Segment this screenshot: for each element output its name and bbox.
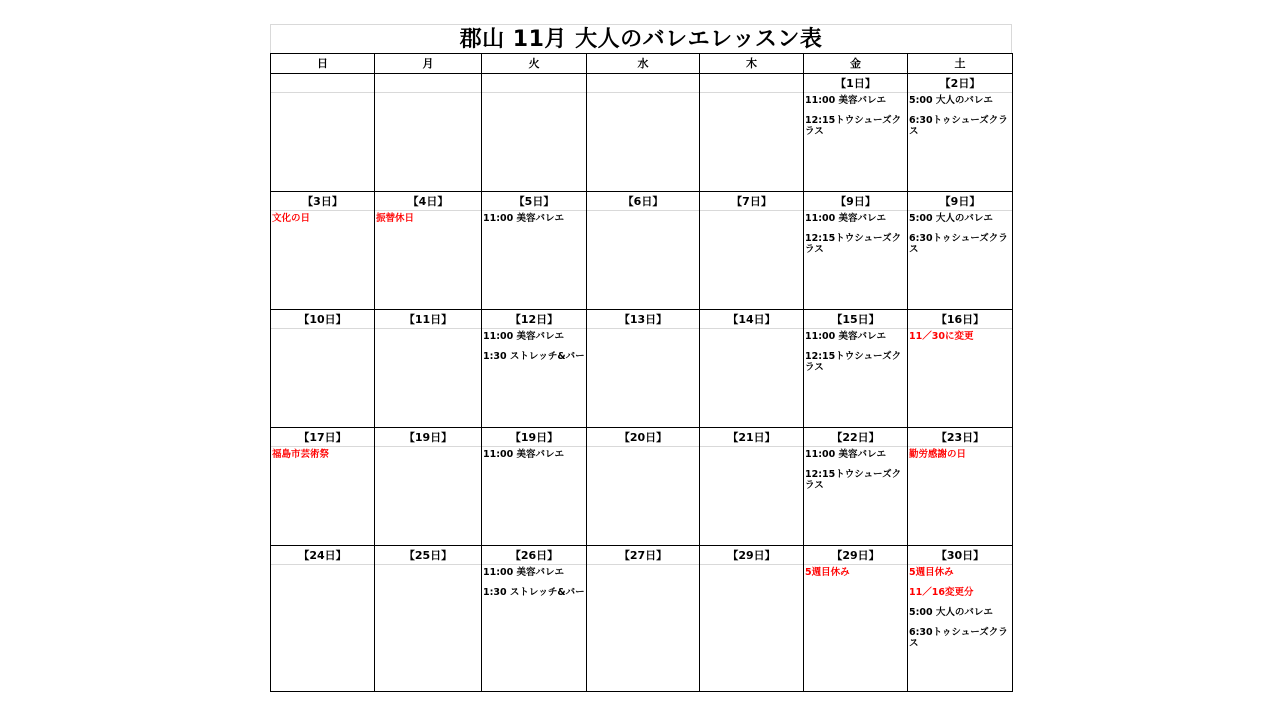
date-label: 【19日】 xyxy=(482,428,586,447)
weekday-header: 金 xyxy=(804,54,908,74)
lesson-entry: 11:00 美容バレエ xyxy=(483,331,565,342)
lesson-entry: 11:00 美容バレエ xyxy=(805,213,887,224)
lesson-entry: 5:00 大人のバレエ xyxy=(909,607,993,618)
date-label: 【14日】 xyxy=(700,310,803,329)
events-list xyxy=(700,565,803,567)
week-row xyxy=(271,428,1013,546)
holiday-note: 11／16変更分 xyxy=(909,587,974,598)
day-cell xyxy=(908,192,1013,310)
lesson-entry: 6:30トゥシューズクラス xyxy=(909,115,1008,137)
day-cell xyxy=(908,546,1013,692)
date-label xyxy=(375,74,481,93)
date-label: 【23日】 xyxy=(908,428,1012,447)
date-label: 【27日】 xyxy=(587,546,699,565)
week-row xyxy=(271,310,1013,428)
day-cell xyxy=(804,192,908,310)
day-cell xyxy=(482,310,587,428)
events-list xyxy=(804,565,907,578)
events-list xyxy=(587,211,699,213)
weekday-header: 月 xyxy=(375,54,482,74)
lesson-schedule-sheet xyxy=(270,24,1012,693)
lesson-entry: 11:00 美容バレエ xyxy=(805,449,887,460)
events-list xyxy=(375,565,481,567)
page-title: 郡山 11月 大人のバレエレッスン表 xyxy=(270,24,1012,54)
day-cell xyxy=(482,74,587,192)
date-label: 【9日】 xyxy=(908,192,1012,211)
events-list xyxy=(482,329,586,362)
day-cell xyxy=(804,74,908,192)
day-cell xyxy=(804,546,908,692)
holiday-note: 5週目休み xyxy=(805,567,850,578)
date-label: 【29日】 xyxy=(700,546,803,565)
date-label: 【3日】 xyxy=(271,192,374,211)
lesson-entry: 5:00 大人のバレエ xyxy=(909,213,993,224)
day-cell xyxy=(587,546,700,692)
date-label xyxy=(271,74,374,93)
date-label: 【5日】 xyxy=(482,192,586,211)
events-list xyxy=(375,211,481,224)
lesson-entry: 11:00 美容バレエ xyxy=(805,331,887,342)
lesson-entry: 5:00 大人のバレエ xyxy=(909,95,993,106)
events-list xyxy=(908,447,1012,460)
events-list xyxy=(700,211,803,213)
day-cell xyxy=(271,310,375,428)
date-label: 【13日】 xyxy=(587,310,699,329)
day-cell xyxy=(908,310,1013,428)
events-list xyxy=(271,93,374,95)
date-label: 【11日】 xyxy=(375,310,481,329)
holiday-note: 勤労感謝の日 xyxy=(909,449,967,460)
date-label xyxy=(482,74,586,93)
date-label: 【24日】 xyxy=(271,546,374,565)
date-label: 【21日】 xyxy=(700,428,803,447)
events-list xyxy=(804,93,907,137)
day-cell xyxy=(700,428,804,546)
date-label: 【29日】 xyxy=(804,546,907,565)
day-cell xyxy=(271,546,375,692)
events-list xyxy=(804,447,907,491)
lesson-entry: 12:15トウシューズクラス xyxy=(805,233,902,255)
events-list xyxy=(700,93,803,95)
events-list xyxy=(482,565,586,598)
events-list xyxy=(908,329,1012,342)
date-label: 【12日】 xyxy=(482,310,586,329)
day-cell xyxy=(587,192,700,310)
date-label xyxy=(587,74,699,93)
day-cell xyxy=(700,310,804,428)
lesson-entry: 1:30 ストレッチ&バー xyxy=(483,351,585,362)
events-list xyxy=(482,447,586,460)
date-label: 【10日】 xyxy=(271,310,374,329)
weekday-header: 日 xyxy=(271,54,375,74)
events-list xyxy=(908,565,1012,649)
events-list xyxy=(375,447,481,449)
weekday-header-row xyxy=(271,54,1013,74)
events-list xyxy=(908,93,1012,137)
day-cell xyxy=(587,310,700,428)
day-cell xyxy=(700,192,804,310)
lesson-entry: 12:15トウシューズクラス xyxy=(805,351,902,373)
date-label: 【4日】 xyxy=(375,192,481,211)
lesson-entry: 12:15トウシューズクラス xyxy=(805,469,902,491)
lesson-entry: 11:00 美容バレエ xyxy=(483,449,565,460)
calendar-table xyxy=(270,53,1013,692)
events-list xyxy=(804,329,907,373)
day-cell xyxy=(271,428,375,546)
holiday-note: 福島市芸術祭 xyxy=(272,449,330,460)
date-label: 【7日】 xyxy=(700,192,803,211)
week-row xyxy=(271,192,1013,310)
day-cell xyxy=(804,310,908,428)
weekday-header: 水 xyxy=(587,54,700,74)
events-list xyxy=(375,93,481,95)
events-list xyxy=(587,93,699,95)
events-list xyxy=(271,447,374,460)
day-cell xyxy=(587,428,700,546)
holiday-note: 振替休日 xyxy=(376,213,415,224)
weekday-header: 火 xyxy=(482,54,587,74)
day-cell xyxy=(375,310,482,428)
lesson-entry: 11:00 美容バレエ xyxy=(483,213,565,224)
date-label: 【20日】 xyxy=(587,428,699,447)
date-label: 【19日】 xyxy=(375,428,481,447)
date-label: 【17日】 xyxy=(271,428,374,447)
date-label: 【6日】 xyxy=(587,192,699,211)
day-cell xyxy=(482,546,587,692)
date-label: 【1日】 xyxy=(804,74,907,93)
events-list xyxy=(700,329,803,331)
week-row xyxy=(271,546,1013,692)
events-list xyxy=(482,211,586,224)
lesson-entry: 6:30トゥシューズクラス xyxy=(909,233,1008,255)
events-list xyxy=(587,329,699,331)
weekday-header: 土 xyxy=(908,54,1013,74)
day-cell xyxy=(908,74,1013,192)
lesson-entry: 1:30 ストレッチ&バー xyxy=(483,587,585,598)
day-cell xyxy=(375,546,482,692)
events-list xyxy=(804,211,907,255)
date-label: 【25日】 xyxy=(375,546,481,565)
events-list xyxy=(375,329,481,331)
date-label: 【9日】 xyxy=(804,192,907,211)
day-cell xyxy=(700,546,804,692)
events-list xyxy=(587,447,699,449)
lesson-entry: 11:00 美容バレエ xyxy=(805,95,887,106)
events-list xyxy=(908,211,1012,255)
day-cell xyxy=(700,74,804,192)
events-list xyxy=(482,93,586,95)
date-label: 【26日】 xyxy=(482,546,586,565)
day-cell xyxy=(587,74,700,192)
events-list xyxy=(271,565,374,567)
day-cell xyxy=(271,74,375,192)
weekday-header: 木 xyxy=(700,54,804,74)
day-cell xyxy=(804,428,908,546)
date-label: 【15日】 xyxy=(804,310,907,329)
day-cell xyxy=(375,74,482,192)
events-list xyxy=(700,447,803,449)
date-label: 【22日】 xyxy=(804,428,907,447)
events-list xyxy=(271,329,374,331)
day-cell xyxy=(375,192,482,310)
lesson-entry: 11:00 美容バレエ xyxy=(483,567,565,578)
holiday-note: 11／30に変更 xyxy=(909,331,974,342)
date-label xyxy=(700,74,803,93)
holiday-note: 文化の日 xyxy=(272,213,311,224)
date-label: 【2日】 xyxy=(908,74,1012,93)
lesson-entry: 6:30トゥシューズクラス xyxy=(909,627,1008,649)
day-cell xyxy=(482,428,587,546)
events-list xyxy=(587,565,699,567)
events-list xyxy=(271,211,374,224)
lesson-entry: 12:15トウシューズクラス xyxy=(805,115,902,137)
week-row xyxy=(271,74,1013,192)
day-cell xyxy=(908,428,1013,546)
date-label: 【16日】 xyxy=(908,310,1012,329)
day-cell xyxy=(375,428,482,546)
day-cell xyxy=(482,192,587,310)
holiday-note: 5週目休み xyxy=(909,567,954,578)
date-label: 【30日】 xyxy=(908,546,1012,565)
day-cell xyxy=(271,192,375,310)
